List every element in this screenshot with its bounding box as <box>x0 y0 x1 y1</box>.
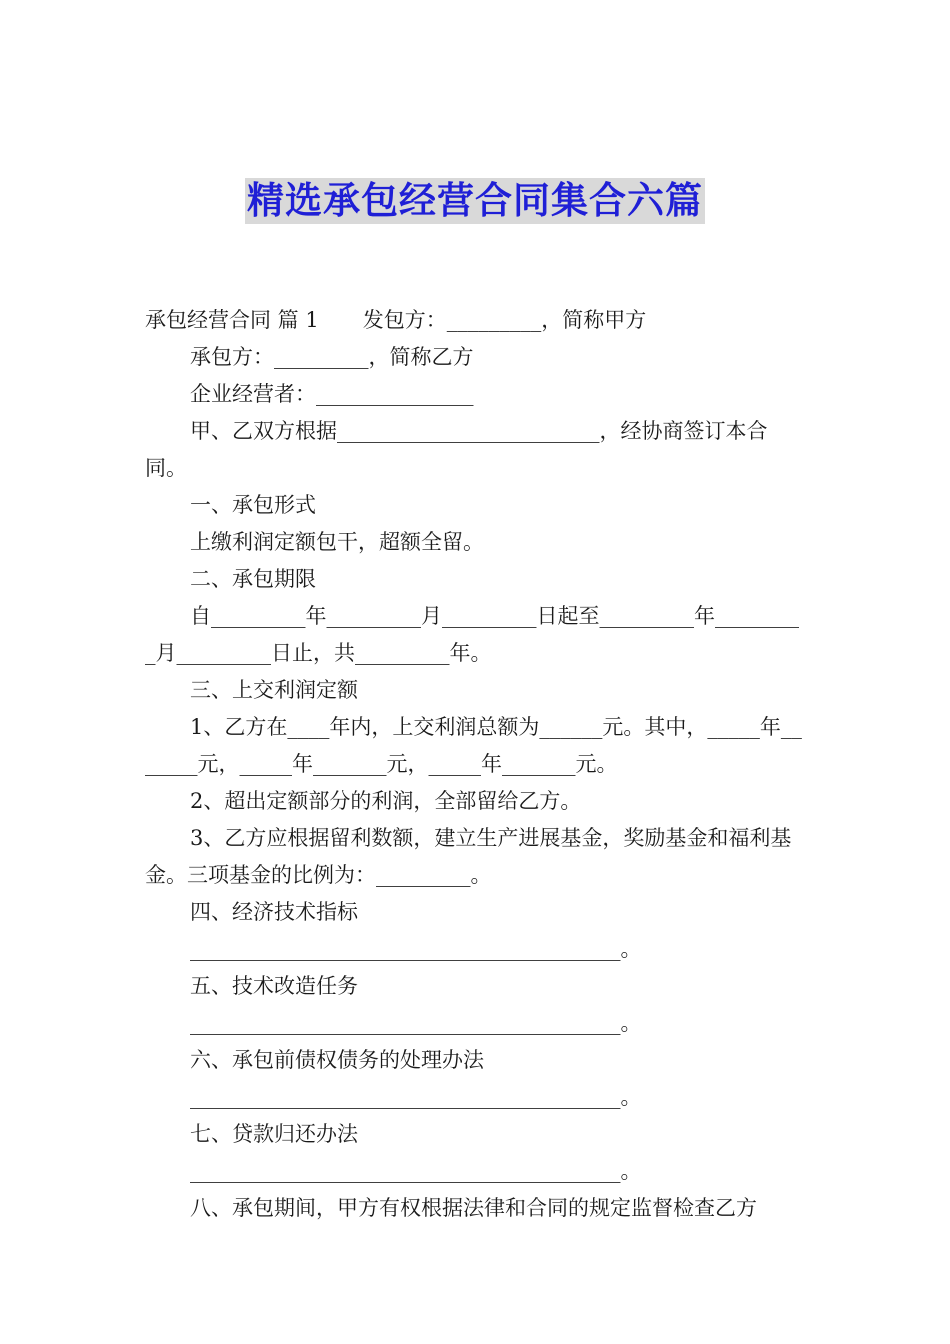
section-heading-5: 五、技术改造任务 <box>190 974 358 998</box>
section-text-1: 上缴利润定额包干，超额全留。 <box>190 530 484 554</box>
document-title-text: 精选承包经营合同集合六篇 <box>247 179 703 222</box>
section-heading-7: 七、贷款归还办法 <box>190 1122 358 1146</box>
document-body <box>145 302 809 1227</box>
operator-line: 企业经营者：_______________ <box>190 382 474 406</box>
section-heading-4: 四、经济技术指标 <box>190 900 358 924</box>
section-heading-8: 八、承包期间，甲方有权根据法律和合同的规定监督检查乙方 <box>190 1196 757 1220</box>
section-heading-2: 二、承包期限 <box>190 567 316 591</box>
document-title <box>0 178 950 224</box>
party-a-line: 发包方：_________，简称甲方 <box>362 308 647 332</box>
profit-clause-2: 2、超出定额部分的利润，全部留给乙方。 <box>190 789 582 813</box>
contract-heading: 承包经营合同 篇 1 <box>145 308 319 332</box>
contract-heading-line <box>145 302 809 339</box>
blank-line-7: _________________________________________。 <box>190 1159 642 1183</box>
section-heading-3: 三、上交利润定额 <box>190 678 358 702</box>
party-b-line: 承包方：_________，简称乙方 <box>190 345 474 369</box>
blank-line-6: _________________________________________。 <box>190 1085 642 1109</box>
blank-line-5: _________________________________________。 <box>190 1011 642 1035</box>
blank-line-4: _________________________________________。 <box>190 937 642 961</box>
profit-clause-1: 1、乙方在____年内，上交利润总额为______元。其中，_____年_______元，_____年_______元，_____年_______元。 <box>145 715 802 776</box>
section-heading-1: 一、承包形式 <box>190 493 316 517</box>
term-paragraph: 自_________年_________月_________日起至_________年_________月_________日止，共_________年。 <box>145 604 799 665</box>
intro-paragraph: 甲、乙双方根据_________________________，经协商签订本合同。 <box>145 419 768 480</box>
profit-clause-3: 3、乙方应根据留利数额，建立生产进展基金，奖励基金和福利基金。三项基金的比例为：_________。 <box>145 826 792 887</box>
section-heading-6: 六、承包前债权债务的处理办法 <box>190 1048 484 1072</box>
